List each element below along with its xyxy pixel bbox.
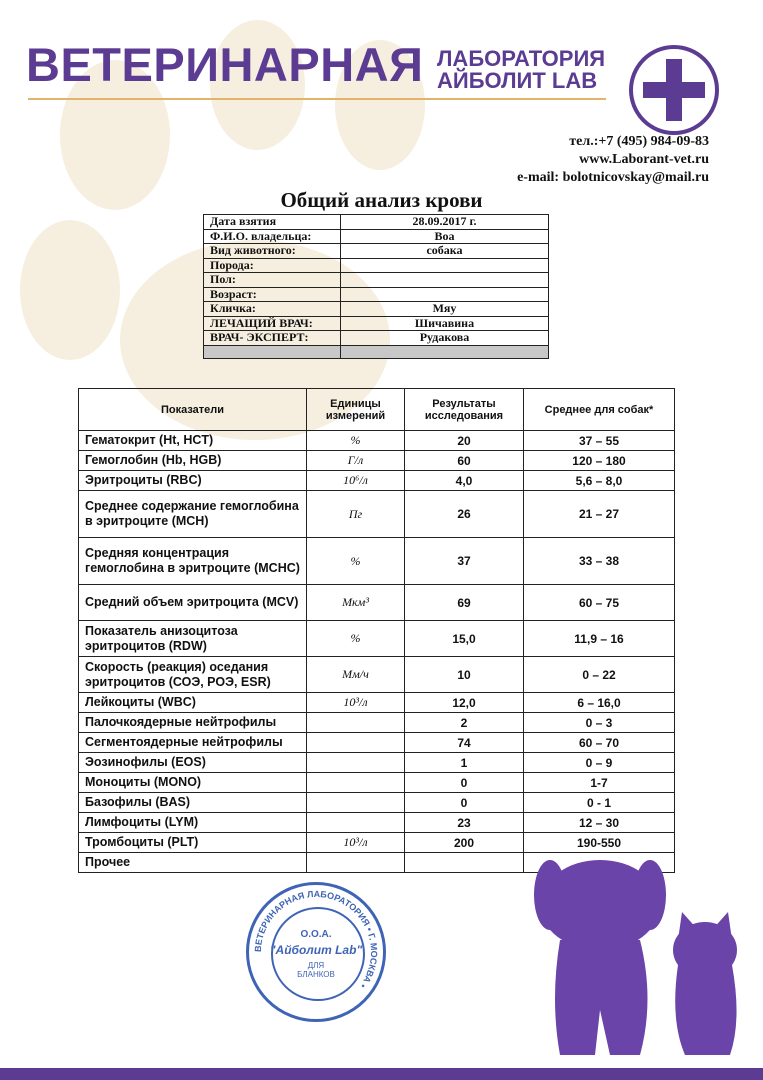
table-row	[79, 451, 675, 471]
info-row	[204, 258, 549, 273]
row-indicator: Скорость (реакция) оседания эритроцитов (СОЭ, РОЭ, ESR)	[79, 657, 307, 693]
row-result: 26	[405, 491, 524, 538]
info-value: Воа	[341, 229, 549, 244]
table-row	[79, 471, 675, 491]
row-unit	[307, 813, 405, 833]
row-unit	[307, 753, 405, 773]
row-result: 69	[405, 585, 524, 621]
row-indicator: Моноциты (MONO)	[79, 773, 307, 793]
row-norm: 120 – 180	[524, 451, 675, 471]
stamp-line1: О.О.А.	[300, 929, 332, 940]
row-result	[405, 853, 524, 873]
row-indicator: Тромбоциты (PLT)	[79, 833, 307, 853]
col-header-result: Результаты исследования	[405, 389, 524, 431]
row-norm: 33 – 38	[524, 538, 675, 585]
row-indicator: Среднее содержание гемоглобина в эритроците (MCH)	[79, 491, 307, 538]
row-result: 2	[405, 713, 524, 733]
row-indicator: Базофилы (BAS)	[79, 793, 307, 813]
footer-bar	[0, 1068, 763, 1080]
row-indicator: Сегментоядерные нейтрофилы	[79, 733, 307, 753]
stamp-ring-text: ВЕТЕРИНАРНАЯ ЛАБОРАТОРИЯ • Г. МОСКВА •	[252, 888, 380, 991]
row-result: 37	[405, 538, 524, 585]
row-norm: 0 - 1	[524, 793, 675, 813]
brand-subtitle-line1: ЛАБОРАТОРИЯ	[437, 46, 606, 71]
stamp-line2: "Айболит Lab"	[269, 943, 363, 957]
info-value	[341, 273, 549, 288]
info-row	[204, 302, 549, 317]
row-unit: Мкм³	[307, 585, 405, 621]
table-row	[79, 585, 675, 621]
row-indicator: Эритроциты (RBC)	[79, 471, 307, 491]
row-norm: 60 – 70	[524, 733, 675, 753]
row-norm: 37 – 55	[524, 431, 675, 451]
row-unit	[307, 773, 405, 793]
info-label: ВРАЧ- ЭКСПЕРТ:	[204, 331, 341, 346]
row-norm: 1-7	[524, 773, 675, 793]
info-row	[204, 229, 549, 244]
row-indicator: Средняя концентрация гемоглобина в эритроците (MCHC)	[79, 538, 307, 585]
row-unit	[307, 793, 405, 813]
row-result: 60	[405, 451, 524, 471]
info-value: Шичавина	[341, 316, 549, 331]
table-row	[79, 621, 675, 657]
info-label: Кличка:	[204, 302, 341, 317]
col-header-indicator: Показатели	[79, 389, 307, 431]
contact-email: e-mail: bolotnicovskay@mail.ru	[517, 170, 709, 185]
row-unit: 10⁶/л	[307, 471, 405, 491]
row-unit: Г/л	[307, 451, 405, 471]
row-result: 10	[405, 657, 524, 693]
info-row	[204, 215, 549, 230]
brand-subtitle-line2: АЙБОЛИТ LAB	[437, 68, 598, 93]
info-row	[204, 287, 549, 302]
col-header-norm: Среднее для собак*	[524, 389, 675, 431]
contact-phone: тел.:+7 (495) 984-09-83	[569, 134, 709, 149]
row-norm: 5,6 – 8,0	[524, 471, 675, 491]
row-norm: 12 – 30	[524, 813, 675, 833]
table-row	[79, 538, 675, 585]
row-norm: 6 – 16,0	[524, 693, 675, 713]
info-value: Мяу	[341, 302, 549, 317]
table-row	[79, 491, 675, 538]
lab-stamp	[246, 882, 386, 1022]
row-unit	[307, 713, 405, 733]
info-row	[204, 331, 549, 346]
row-indicator: Гематокрит (Ht, HCT)	[79, 431, 307, 451]
row-unit: 10³/л	[307, 833, 405, 853]
row-norm: 11,9 – 16	[524, 621, 675, 657]
info-label: Дата взятия	[204, 215, 341, 230]
info-label: Порода:	[204, 258, 341, 273]
row-result: 0	[405, 793, 524, 813]
info-label: ЛЕЧАЩИЙ ВРАЧ:	[204, 316, 341, 331]
info-value: 28.09.2017 г.	[341, 215, 549, 230]
medical-cross-logo	[629, 45, 719, 135]
info-footer-row	[204, 345, 549, 358]
row-unit	[307, 733, 405, 753]
info-row	[204, 273, 549, 288]
table-row	[79, 813, 675, 833]
row-unit: Пг	[307, 491, 405, 538]
info-label: Возраст:	[204, 287, 341, 302]
table-row	[79, 753, 675, 773]
info-label: Ф.И.О. владельца:	[204, 229, 341, 244]
info-label: Пол:	[204, 273, 341, 288]
stamp-line3a: ДЛЯ	[307, 961, 325, 970]
row-unit: Мм/ч	[307, 657, 405, 693]
row-norm: 190-550	[524, 833, 675, 853]
table-row	[79, 773, 675, 793]
row-indicator: Показатель анизоцитоза эритроцитов (RDW)	[79, 621, 307, 657]
row-norm: 0 – 9	[524, 753, 675, 773]
row-unit: 10³/л	[307, 693, 405, 713]
info-value	[341, 287, 549, 302]
table-row	[79, 693, 675, 713]
row-indicator: Палочкоядерные нейтрофилы	[79, 713, 307, 733]
stamp-line3	[249, 961, 383, 979]
row-indicator: Гемоглобин (Hb, HGB)	[79, 451, 307, 471]
table-row	[79, 657, 675, 693]
row-norm: 0 – 3	[524, 713, 675, 733]
table-row	[79, 431, 675, 451]
col-header-units: Единицы измерений	[307, 389, 405, 431]
row-norm: 21 – 27	[524, 491, 675, 538]
row-norm: 0 – 22	[524, 657, 675, 693]
document-title: Общий анализ крови	[280, 188, 483, 212]
row-result: 0	[405, 773, 524, 793]
brand-title: ВЕТЕРИНАРНАЯ	[26, 38, 424, 91]
row-indicator: Эозинофилы (EOS)	[79, 753, 307, 773]
row-result: 20	[405, 431, 524, 451]
row-indicator: Прочее	[79, 853, 307, 873]
info-value	[341, 258, 549, 273]
row-result: 200	[405, 833, 524, 853]
row-indicator: Средний объем эритроцита (MCV)	[79, 585, 307, 621]
row-result: 15,0	[405, 621, 524, 657]
contact-website: www.Laborant-vet.ru	[579, 152, 709, 167]
info-row	[204, 316, 549, 331]
table-row	[79, 733, 675, 753]
results-table	[78, 388, 675, 873]
stamp-line3b: БЛАНКОВ	[297, 970, 335, 979]
dog-cat-silhouette-icon	[520, 850, 763, 1070]
info-value: собака	[341, 244, 549, 259]
row-result: 12,0	[405, 693, 524, 713]
row-indicator: Лейкоциты (WBC)	[79, 693, 307, 713]
info-value: Рудакова	[341, 331, 549, 346]
row-result: 74	[405, 733, 524, 753]
row-result: 1	[405, 753, 524, 773]
row-result: 23	[405, 813, 524, 833]
row-norm: 60 – 75	[524, 585, 675, 621]
table-row	[79, 793, 675, 813]
table-row	[79, 713, 675, 733]
paw-toe-decoration	[20, 220, 120, 360]
row-result: 4,0	[405, 471, 524, 491]
row-unit	[307, 853, 405, 873]
row-unit: %	[307, 621, 405, 657]
row-unit: %	[307, 538, 405, 585]
row-unit: %	[307, 431, 405, 451]
header-divider	[28, 98, 606, 100]
row-indicator: Лимфоциты (LYM)	[79, 813, 307, 833]
info-row	[204, 244, 549, 259]
info-label: Вид животного:	[204, 244, 341, 259]
patient-info-table	[203, 214, 549, 359]
